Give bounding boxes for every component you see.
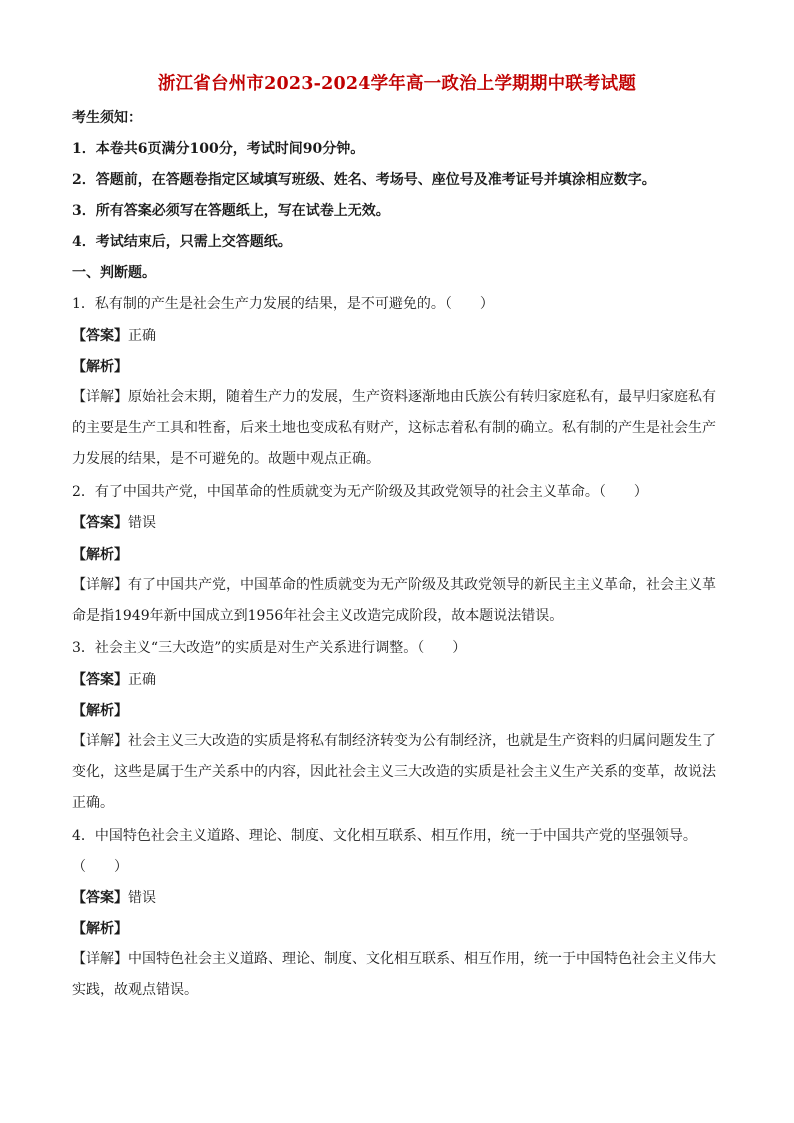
detail-line: 力发展的结果，是不可避免的。故题中观点正确。 [72, 451, 380, 467]
answer-value: 错误 [128, 515, 156, 531]
answer-tag: 【答案】 [72, 515, 128, 531]
analysis-tag: 【解析】 [72, 921, 128, 937]
answer-line [72, 513, 722, 533]
notice-item: 2．答题前，在答题卷指定区域填写班级、姓名、考场号、座位号及准考证号并填涂相应数字。 [72, 172, 656, 188]
notice-item: 4．考试结束后，只需上交答题纸。 [72, 234, 292, 250]
answer-value: 正确 [128, 328, 156, 344]
detail-line: 【详解】中国特色社会主义道路、理论、制度、文化相互联系、相互作用，统一于中国特色社会主义伟大 [72, 951, 716, 967]
detail-paragraph [72, 570, 722, 632]
section-heading: 一、判断题。 [72, 265, 156, 281]
answer-tag: 【答案】 [72, 890, 128, 906]
detail-line: 【详解】社会主义三大改造的实质是将私有制经济转变为公有制经济，也就是生产资料的归属问题发生了 [72, 733, 716, 749]
detail-line: 实践，故观点错误。 [72, 982, 198, 998]
page-title: 浙江省台州市2023-2024学年高一政治上学期期中联考试题 [157, 74, 637, 94]
detail-line: 变化，这些是属于生产关系中的内容，因此社会主义三大改造的实质是社会主义生产关系的变革，故说法 [72, 764, 716, 780]
analysis-tag: 【解析】 [72, 703, 128, 719]
answer-value: 正确 [128, 672, 156, 688]
answer-line [72, 888, 722, 908]
detail-line: 正确。 [72, 795, 114, 811]
question-stem-continued: （ ） [72, 859, 128, 875]
detail-paragraph [72, 726, 722, 819]
answer-line [72, 670, 722, 690]
question-stem: 2．有了中国共产党，中国革命的性质就变为无产阶级及其政党领导的社会主义革命。（ ） [72, 484, 648, 500]
detail-line: 的主要是生产工具和牲畜，后来土地也变成私有财产，这标志着私有制的确立。私有制的产生是社会生产 [72, 420, 716, 436]
detail-line: 【详解】原始社会末期，随着生产力的发展，生产资料逐渐地由氏族公有转归家庭私有，最早归家庭私有 [72, 389, 716, 405]
notice-item: 1．本卷共6页满分100分，考试时间90分钟。 [72, 141, 365, 157]
answer-tag: 【答案】 [72, 672, 128, 688]
notice-item: 3．所有答案必须写在答题纸上，写在试卷上无效。 [72, 203, 390, 219]
analysis-tag: 【解析】 [72, 547, 128, 563]
question-stem: 1．私有制的产生是社会生产力发展的结果，是不可避免的。（ ） [72, 296, 494, 312]
answer-value: 错误 [128, 890, 156, 906]
question-stem: 3．社会主义“三大改造”的实质是对生产关系进行调整。（ ） [72, 640, 467, 656]
notice-heading: 考生须知： [72, 110, 142, 126]
detail-line: 【详解】有了中国共产党，中国革命的性质就变为无产阶级及其政党领导的新民主主义革命，社会主义革 [72, 577, 716, 593]
analysis-tag: 【解析】 [72, 359, 128, 375]
question-stem: 4．中国特色社会主义道路、理论、制度、文化相互联系、相互作用，统一于中国共产党的坚强领导。 [72, 828, 697, 844]
detail-paragraph [72, 382, 722, 475]
answer-line [72, 326, 722, 346]
detail-line: 命是指1949年新中国成立到1956年社会主义改造完成阶段，故本题说法错误。 [72, 608, 564, 624]
answer-tag: 【答案】 [72, 328, 128, 344]
detail-paragraph [72, 944, 722, 1006]
